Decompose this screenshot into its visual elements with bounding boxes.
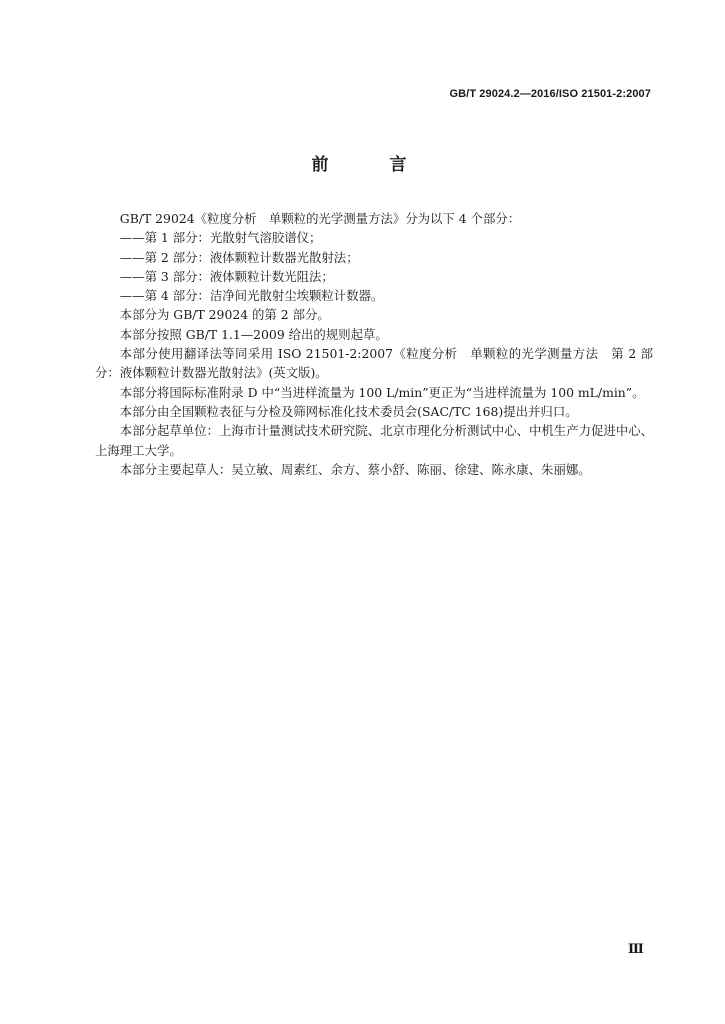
paragraph-this-part: 本部分为 GB/T 29024 的第 2 部分。 [119, 307, 330, 323]
paragraph-parts-intro: GB/T 29024《粒度分析 单颗粒的光学测量方法》分为以下 4 个部分： [119, 211, 521, 226]
paragraph-drafting-units: 本部分起草单位：上海市计量测试技术研究院、北京市理化分析测试中心、中机生产力促进中心、上海理工大学。 [95, 423, 653, 458]
list-item-part-4: ——第 4 部分：洁净间光散射尘埃颗粒计数器。 [119, 288, 384, 304]
foreword-body [95, 209, 653, 479]
page-number: Ⅲ [628, 942, 644, 957]
list-item-part-2: ——第 2 部分：液体颗粒计数器光散射法； [119, 249, 359, 265]
list-item-part-3: ——第 3 部分：液体颗粒计数光阻法； [119, 268, 334, 284]
page-title: 前 言 [311, 155, 429, 175]
paragraph-adoption: 本部分使用翻译法等同采用 ISO 21501-2:2007《粒度分析 单颗粒的光学测量方法 第 2 部分：液体颗粒计数器光散射法》(英文版)。 [95, 346, 653, 381]
paragraph-correction: 本部分将国际标准附录 D 中“当进样流量为 100 L/min”更正为“当进样流量为 100 mL/min”。 [119, 384, 645, 400]
standard-number-header: GB/T 29024.2—2016/ISO 21501-2:2007 [449, 88, 651, 100]
list-item-part-1: ——第 1 部分：光散射气溶胶谱仪； [119, 230, 322, 246]
paragraph-drafters: 本部分主要起草人：吴立敏、周素红、余方、蔡小舒、陈丽、徐建、陈永康、朱丽娜。 [119, 461, 591, 477]
paragraph-drafting-rules: 本部分按照 GB/T 1.1—2009 给出的规则起草。 [119, 326, 388, 342]
paragraph-committee: 本部分由全国颗粒表征与分检及筛网标准化技术委员会(SAC/TC 168)提出并归口。 [119, 403, 578, 419]
